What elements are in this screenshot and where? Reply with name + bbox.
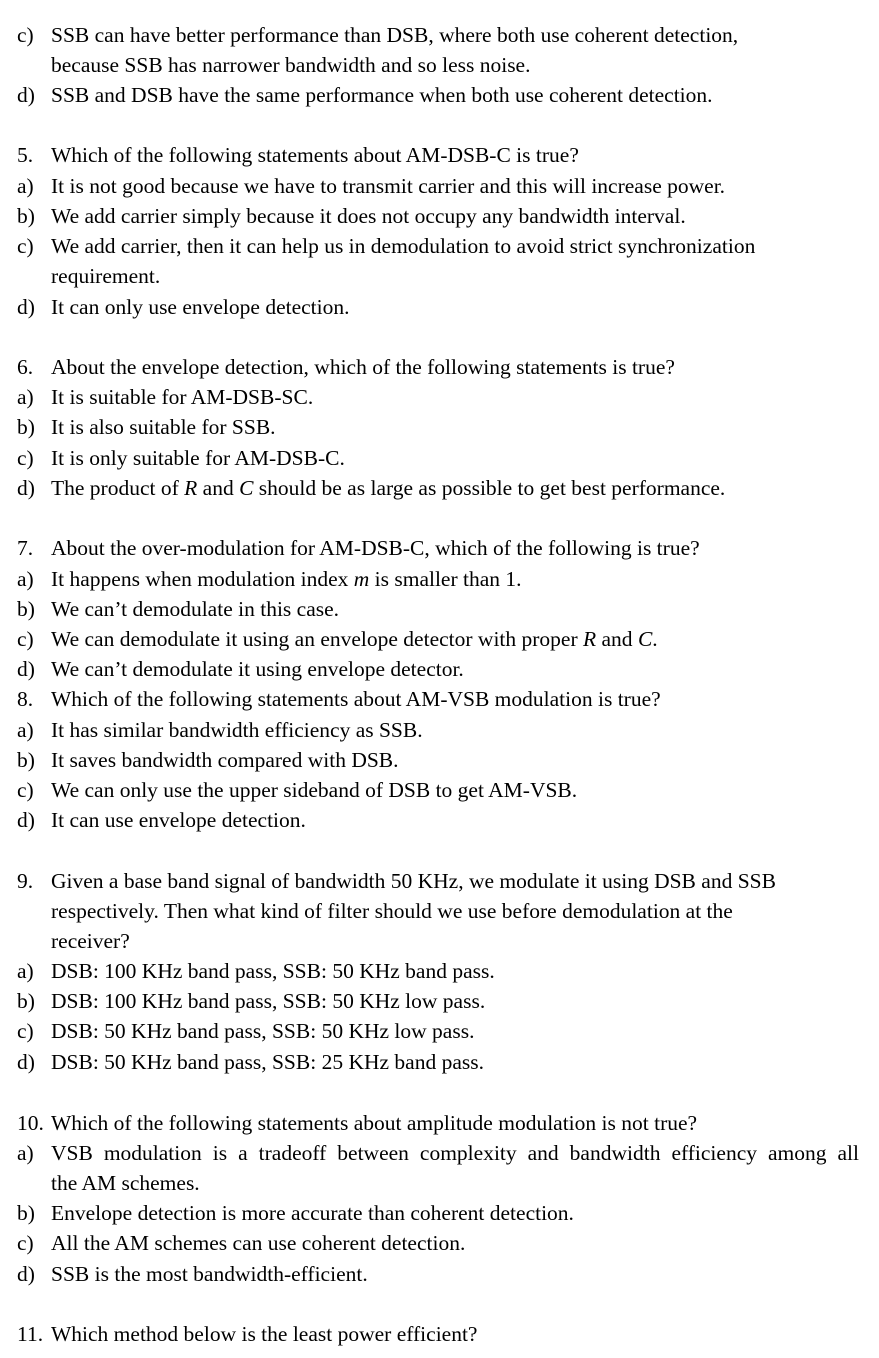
option-label: d) bbox=[17, 808, 35, 832]
option-text: It has similar bandwidth efficiency as SSB. bbox=[51, 718, 423, 742]
q5-option-c-continued bbox=[0, 261, 879, 291]
q9-option-a bbox=[0, 956, 879, 986]
option-label: c) bbox=[17, 446, 34, 470]
variable-r: R bbox=[583, 627, 597, 651]
text-fragment: It happens when modulation index bbox=[51, 567, 354, 591]
option-text: requirement. bbox=[51, 264, 161, 288]
q6-option-a bbox=[0, 382, 879, 412]
question-number: 10. bbox=[17, 1111, 44, 1135]
option-text: We add carrier simply because it does not occupy any bandwidth interval. bbox=[51, 204, 686, 228]
question-text: About the envelope detection, which of the following statements is true? bbox=[51, 355, 675, 379]
text-fragment: We can demodulate it using an envelope detector with proper bbox=[51, 627, 583, 651]
option-text: VSB modulation is a tradeoff between complexity and bandwidth efficiency among all bbox=[51, 1141, 859, 1165]
question-text: Which of the following statements about AM-DSB-C is true? bbox=[51, 143, 579, 167]
text-fragment: The product of bbox=[51, 476, 185, 500]
question-number: 7. bbox=[17, 536, 34, 560]
option-text: DSB: 50 KHz band pass, SSB: 50 KHz low pass. bbox=[51, 1019, 475, 1043]
option-label: a) bbox=[17, 959, 34, 983]
question-text: Which of the following statements about AM-VSB modulation is true? bbox=[51, 687, 661, 711]
q9-stem bbox=[0, 866, 879, 896]
option-text: It can use envelope detection. bbox=[51, 808, 306, 832]
option-text: It can only use envelope detection. bbox=[51, 295, 350, 319]
option-text: We can only use the upper sideband of DSB to get AM-VSB. bbox=[51, 778, 578, 802]
question-text: receiver? bbox=[51, 929, 130, 953]
q10-option-d bbox=[0, 1259, 879, 1289]
option-text: DSB: 100 KHz band pass, SSB: 50 KHz low pass. bbox=[51, 989, 486, 1013]
q5-option-c bbox=[0, 231, 879, 261]
option-label: d) bbox=[17, 295, 35, 319]
option-label: d) bbox=[17, 83, 35, 107]
option-text: SSB is the most bandwidth-efficient. bbox=[51, 1262, 368, 1286]
text-fragment: is smaller than 1. bbox=[369, 567, 522, 591]
option-text: It is suitable for AM-DSB-SC. bbox=[51, 385, 314, 409]
option-text: because SSB has narrower bandwidth and so less noise. bbox=[51, 53, 531, 77]
q9-stem-continued bbox=[0, 896, 879, 926]
text-fragment: . bbox=[652, 627, 658, 651]
question-text: About the over-modulation for AM-DSB-C, which of the following is true? bbox=[51, 536, 700, 560]
option-text: DSB: 100 KHz band pass, SSB: 50 KHz band pass. bbox=[51, 959, 495, 983]
q9-stem-continued bbox=[0, 926, 879, 956]
option-label: a) bbox=[17, 718, 34, 742]
q6-stem bbox=[0, 352, 879, 382]
question-number: 5. bbox=[17, 143, 34, 167]
option-label: b) bbox=[17, 1201, 35, 1225]
option-text: It is only suitable for AM-DSB-C. bbox=[51, 446, 345, 470]
q4-option-c-continued bbox=[0, 50, 879, 80]
question-number: 9. bbox=[17, 869, 34, 893]
option-label: a) bbox=[17, 385, 34, 409]
option-text: It is not good because we have to transmit carrier and this will increase power. bbox=[51, 174, 726, 198]
option-label: a) bbox=[17, 1141, 34, 1165]
q5-option-d bbox=[0, 292, 879, 322]
option-label: c) bbox=[17, 778, 34, 802]
option-text bbox=[51, 624, 658, 654]
text-fragment: and bbox=[596, 627, 638, 651]
q6-option-c bbox=[0, 443, 879, 473]
q7-option-a bbox=[0, 564, 879, 594]
option-text: DSB: 50 KHz band pass, SSB: 25 KHz band pass. bbox=[51, 1050, 484, 1074]
option-label: c) bbox=[17, 1019, 34, 1043]
option-label: c) bbox=[17, 627, 34, 651]
option-text bbox=[51, 473, 725, 503]
text-fragment: should be as large as possible to get best performance. bbox=[253, 476, 726, 500]
q9-option-b bbox=[0, 986, 879, 1016]
q10-option-b bbox=[0, 1198, 879, 1228]
q4-option-c bbox=[0, 20, 879, 50]
q8-option-d bbox=[0, 805, 879, 835]
option-text: It is also suitable for SSB. bbox=[51, 415, 276, 439]
question-number: 8. bbox=[17, 687, 34, 711]
variable-c: C bbox=[239, 476, 254, 500]
option-label: d) bbox=[17, 476, 35, 500]
option-text: SSB can have better performance than DSB, where both use coherent detection, bbox=[51, 23, 739, 47]
option-text: It saves bandwidth compared with DSB. bbox=[51, 748, 399, 772]
q9-option-d bbox=[0, 1047, 879, 1077]
q7-option-b bbox=[0, 594, 879, 624]
q8-option-c bbox=[0, 775, 879, 805]
q10-option-c bbox=[0, 1228, 879, 1258]
option-text: Envelope detection is more accurate than coherent detection. bbox=[51, 1201, 574, 1225]
variable-c: C bbox=[637, 627, 653, 651]
option-text: We add carrier, then it can help us in demodulation to avoid strict synchronization bbox=[51, 234, 756, 258]
option-label: a) bbox=[17, 174, 34, 198]
option-text: We can’t demodulate it using envelope detector. bbox=[51, 657, 464, 681]
variable-r: R bbox=[184, 476, 198, 500]
option-label: d) bbox=[17, 1050, 35, 1074]
text-fragment: and bbox=[197, 476, 240, 500]
q10-option-a bbox=[0, 1138, 879, 1168]
question-text: Which of the following statements about amplitude modulation is not true? bbox=[51, 1111, 698, 1135]
q4-option-d bbox=[0, 80, 879, 110]
q8-option-a bbox=[0, 715, 879, 745]
question-text: Given a base band signal of bandwidth 50 KHz, we modulate it using DSB and SSB bbox=[51, 869, 776, 893]
option-label: b) bbox=[17, 415, 35, 439]
option-label: c) bbox=[17, 23, 34, 47]
option-label: d) bbox=[17, 657, 35, 681]
option-label: b) bbox=[17, 989, 35, 1013]
q7-option-c bbox=[0, 624, 879, 654]
question-text: respectively. Then what kind of filter should we use before demodulation at the bbox=[51, 899, 733, 923]
q7-stem bbox=[0, 533, 879, 563]
q11-stem bbox=[0, 1319, 879, 1349]
option-text: the AM schemes. bbox=[51, 1171, 200, 1195]
option-label: c) bbox=[17, 234, 34, 258]
q10-option-a-continued bbox=[0, 1168, 879, 1198]
option-label: b) bbox=[17, 748, 35, 772]
option-label: c) bbox=[17, 1231, 34, 1255]
question-number: 6. bbox=[17, 355, 34, 379]
option-label: b) bbox=[17, 597, 35, 621]
option-text: SSB and DSB have the same performance when both use coherent detection. bbox=[51, 83, 713, 107]
q8-option-b bbox=[0, 745, 879, 775]
q8-stem bbox=[0, 684, 879, 714]
option-text: We can’t demodulate in this case. bbox=[51, 597, 340, 621]
q10-stem bbox=[0, 1108, 879, 1138]
q6-option-b bbox=[0, 412, 879, 442]
option-label: b) bbox=[17, 204, 35, 228]
q5-stem bbox=[0, 140, 879, 170]
option-text bbox=[51, 564, 522, 594]
q5-option-a bbox=[0, 171, 879, 201]
question-text: Which method below is the least power efficient? bbox=[51, 1322, 478, 1346]
option-text: All the AM schemes can use coherent detection. bbox=[51, 1231, 466, 1255]
variable-m: m bbox=[353, 567, 370, 591]
question-number: 11. bbox=[17, 1322, 44, 1346]
q9-option-c bbox=[0, 1016, 879, 1046]
q5-option-b bbox=[0, 201, 879, 231]
option-label: a) bbox=[17, 567, 34, 591]
option-label: d) bbox=[17, 1262, 35, 1286]
q7-option-d bbox=[0, 654, 879, 684]
q6-option-d bbox=[0, 473, 879, 503]
